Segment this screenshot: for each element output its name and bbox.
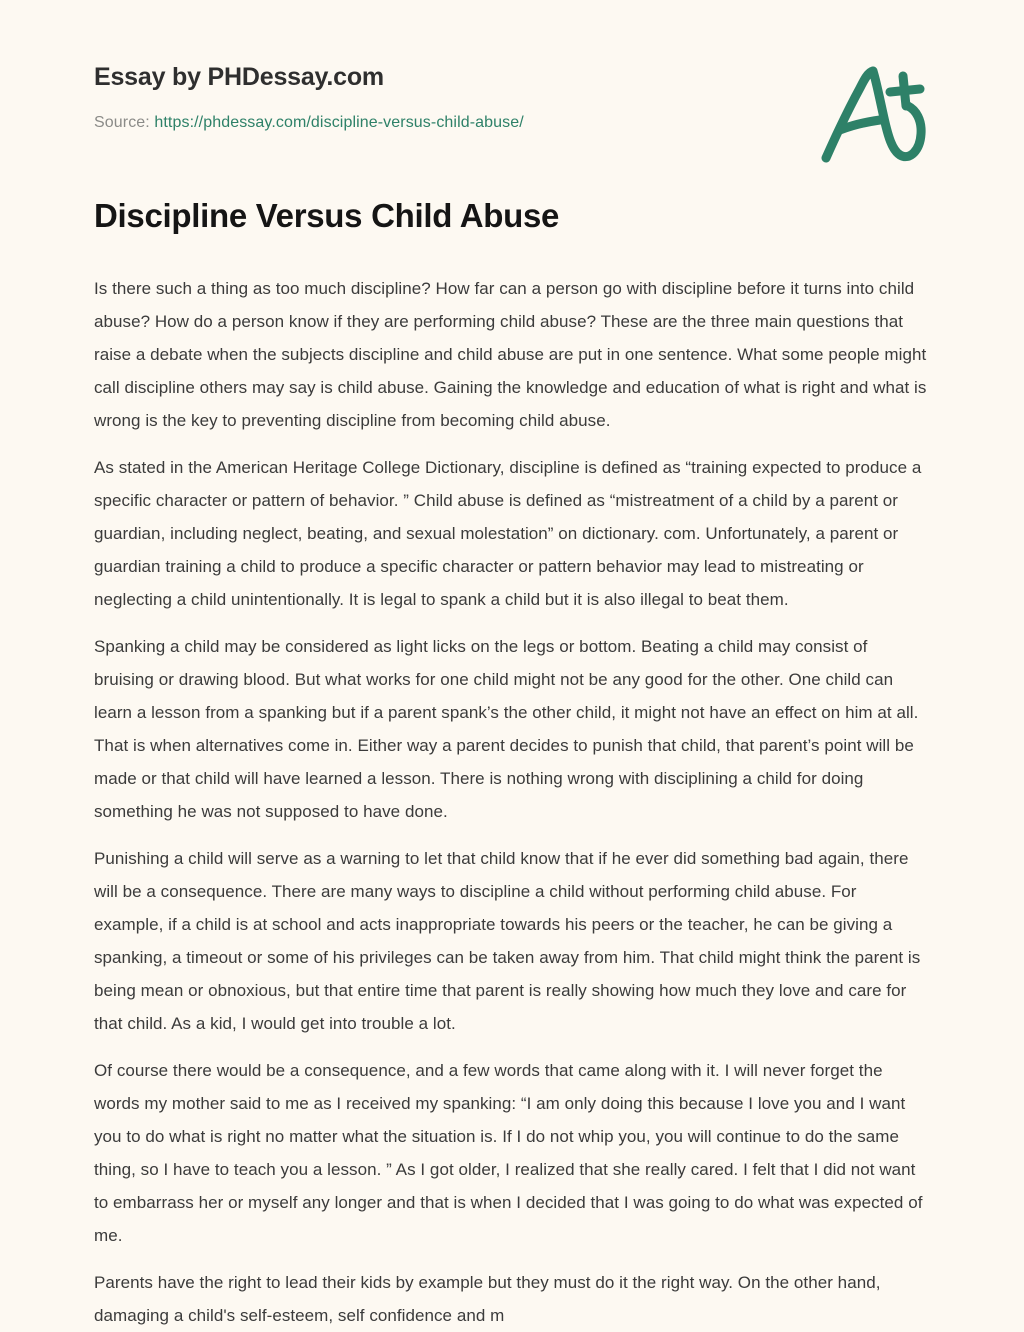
page-title: Discipline Versus Child Abuse — [94, 197, 560, 234]
source-label: Source: — [94, 114, 150, 131]
body-paragraph: Spanking a child may be considered as light licks on the legs or bottom. Beating a child may consist of bruising or drawing blood. But what works for one child might not be any good for the other. One child can learn a lesson from a spanking but if a parent spank’s the other child, it might not have an effect on him at all. That is when alternatives come in. Either way a parent decides to punish that child, that parent’s point will be made or that child will have learned a lesson. There is nothing wrong with disciplining a child for doing something he was not supposed to have done. — [94, 636, 919, 821]
document-header — [0, 0, 1024, 196]
a-plus-logo — [818, 62, 930, 166]
source-url-link[interactable]: https://phdessay.com/discipline-versus-child-abuse/ — [154, 114, 524, 131]
source-line — [94, 113, 930, 134]
brand-title: Essay by PHDessay.com — [94, 63, 384, 91]
document-content — [0, 196, 1024, 1332]
body-paragraph: As stated in the American Heritage College Dictionary, discipline is defined as “training expected to produce a specific character or pattern of behavior. ” Child abuse is defined as “mistreatment of a child by a parent or guardian, including neglect, beating, and sexual molestation” on dictionary. com. Unfortunately, a parent or guardian training a child to produce a specific character or pattern behavior may lead to mistreating or neglecting a child unintentionally. It is legal to spank a child but it is also illegal to beat them. — [94, 457, 922, 609]
body-paragraph: Punishing a child will serve as a warning to let that child know that if he ever did something bad again, there will be a consequence. There are many ways to discipline a child without performing child abuse. For example, if a child is at school and acts inappropriate towards his peers or the teacher, he can be giving a spanking, a timeout or some of his privileges can be taken away from him. That child might think the parent is being mean or obnoxious, but that entire time that parent is really showing how much they love and care for that child. As a kid, I would get into trouble a lot. — [94, 848, 921, 1033]
body-paragraph-truncated: Parents have the right to lead their kids by example but they must do it the right way. On the other hand, damaging a child's self-esteem, self confidence and m — [94, 1272, 881, 1325]
body-paragraph: Of course there would be a consequence, and a few words that came along with it. I will never forget the words my mother said to me as I received my spanking: “I am only doing this because I love you and I want you to do what is right no matter what the situation is. If I do not whip you, you will continue to do the same thing, so I have to teach you a lesson. ” As I got older, I realized that she really cared. I felt that I did not want to embarrass her or myself any longer and that is when I decided that I was going to do what was expected of me. — [94, 1060, 923, 1245]
a-plus-logo-icon — [818, 62, 930, 166]
body-paragraph: Is there such a thing as too much discipline? How far can a person go with discipline before it turns into child abuse? How do a person know if they are performing child abuse? These are the three main questions that raise a debate when the subjects discipline and child abuse are put in one sentence. What some people might call discipline others may say is child abuse. Gaining the knowledge and education of what is right and what is wrong is the key to preventing discipline from becoming child abuse. — [94, 278, 927, 430]
